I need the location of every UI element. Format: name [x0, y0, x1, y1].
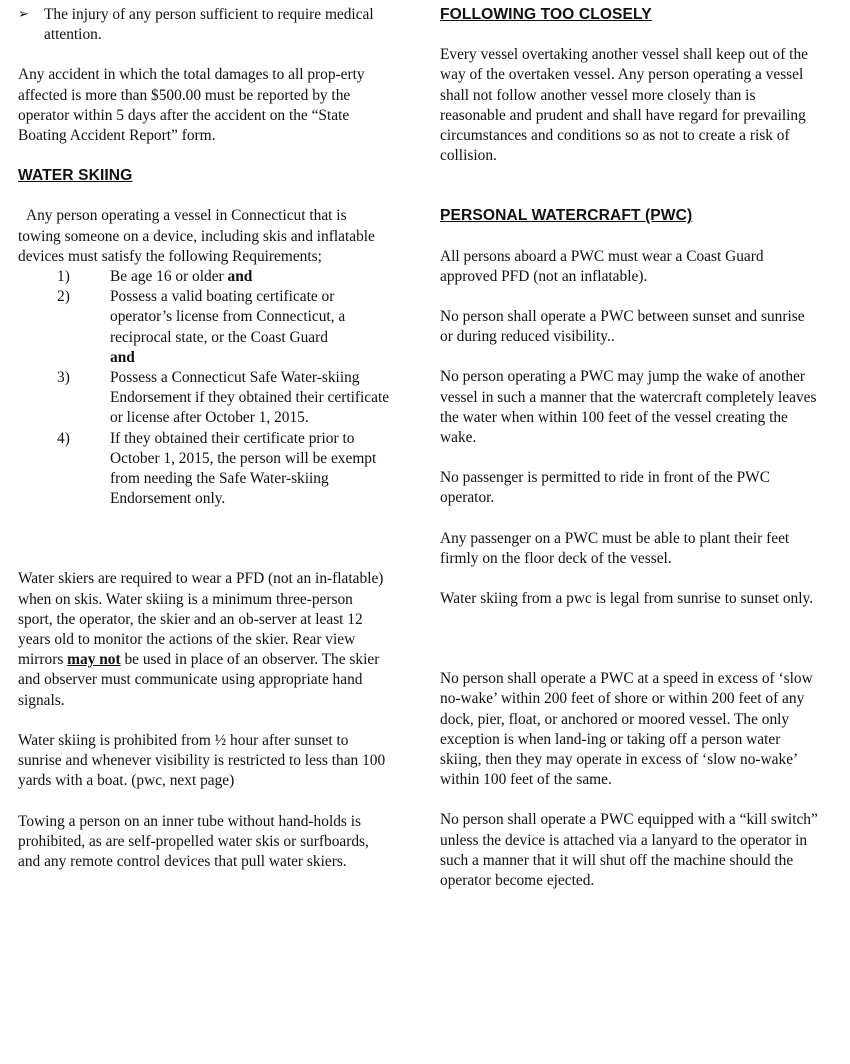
requirement-text	[110, 287, 390, 368]
following-paragraph: Every vessel overtaking another vessel shall keep out of the way of the overtaken vessel. Any person operating a vessel shall not follow another vessel more closely than is reasonable and prudent and shall have regard for prevailing circumstances and conditions so as not to create a risk of collision.	[440, 46, 808, 165]
pfd-paragraph	[18, 569, 390, 710]
injury-bullet	[18, 5, 390, 45]
pfd-text-before: Water skiers are required to wear a PFD (not an in-flatable) when on skis. Water skiing is a minimum three-person sport, the operator, the skier and an ob-server at least 12 years old to monitor the actions of the skier. Rear view mirrors	[18, 570, 384, 669]
requirement-number: 2)	[57, 288, 70, 306]
requirement-number: 3)	[57, 369, 70, 387]
pwc-paragraph: No person operating a PWC may jump the wake of another vessel in such a manner that the watercraft completely leaves the water when within 100 feet of the vessel creating the wake.	[440, 368, 817, 447]
arrow-bullet-icon: ➢	[18, 7, 29, 22]
pwc-paragraph: Any passenger on a PWC must be able to plant their feet firmly on the floor deck of the vessel.	[440, 529, 790, 567]
requirement-and: and	[227, 268, 253, 286]
pwc-paragraph: No person shall operate a PWC between sunset and sunrise or during reduced visibility..	[440, 308, 805, 346]
requirement-and: and	[110, 348, 135, 366]
injury-bullet-text: The injury of any person sufficient to require medical attention.	[44, 6, 374, 44]
list-item	[18, 368, 390, 429]
list-item	[18, 287, 390, 368]
may-not-emphasis: may not	[67, 651, 121, 669]
accident-report-paragraph: Any accident in which the total damages to all prop-erty affected is more than $500.00 must be reported by the operator within 5 days after the accident on the “State Boating Accident Report” form.	[18, 66, 365, 145]
pwc-heading: PERSONAL WATERCRAFT (PWC)	[440, 207, 693, 225]
pwc-paragraph: No person shall operate a PWC equipped with a “kill switch” unless the device is attached via a lanyard to the operator in such a manner that it will shut off the machine should the operator become ejected.	[440, 811, 818, 890]
requirement-number: 1)	[57, 268, 70, 286]
requirement-number: 4)	[57, 429, 70, 447]
pwc-paragraph: All persons aboard a PWC must wear a Coast Guard approved PFD (not an inflatable).	[440, 247, 764, 285]
following-too-closely-heading: FOLLOWING TOO CLOSELY	[440, 6, 652, 23]
towing-requirements-intro: Any person operating a vessel in Connecticut that is towing someone on a device, including skis and inflatable devices must satisfy the following Requirements;	[18, 207, 375, 265]
right-column	[440, 5, 820, 891]
list-item	[18, 429, 390, 510]
list-item	[18, 267, 390, 287]
pfd-text-after: be used in place of an observer. The skier and observer must communicate using appropriate hand signals.	[18, 651, 380, 709]
requirement-text: If they obtained their certificate prior to October 1, 2015, the person will be exempt from needing the Safe Water-skiing Endorsement only.	[110, 429, 377, 508]
left-column	[18, 5, 390, 872]
requirements-list	[18, 267, 390, 509]
towing-prohibited-paragraph: Towing a person on an inner tube without hand-holds is prohibited, as are self-propelled water skis or surfboards, and any remote control devices that pull water skiers.	[18, 812, 369, 870]
requirement-text	[110, 267, 390, 287]
pwc-paragraph: Water skiing from a pwc is legal from sunrise to sunset only.	[440, 590, 814, 608]
pwc-paragraph: No passenger is permitted to ride in front of the PWC operator.	[440, 469, 770, 507]
skiing-prohibited-paragraph: Water skiing is prohibited from ½ hour after sunset to sunrise and whenever visibility is restricted to less than 100 yards with a boat. (pwc, next page)	[18, 731, 386, 790]
requirement-body: Be age 16 or older	[110, 268, 224, 286]
pwc-paragraph: No person shall operate a PWC at a speed in excess of ‘slow no-wake’ within 200 feet of shore or within 200 feet of any dock, pier, float, or anchored or moored vessel. The only exception is when land-ing or taking off a person water skiing, then they may operate in excess of ‘slow no-wake’ within 100 feet of the same.	[440, 670, 813, 789]
requirement-body: Possess a valid boating certificate or operator’s license from Connecticut, a reciprocal state, or the Coast Guard	[110, 288, 346, 346]
water-skiing-heading: WATER SKIING	[18, 167, 133, 185]
requirement-text: Possess a Connecticut Safe Water-skiing Endorsement if they obtained their certificate or license after October 1, 2015.	[110, 369, 390, 427]
